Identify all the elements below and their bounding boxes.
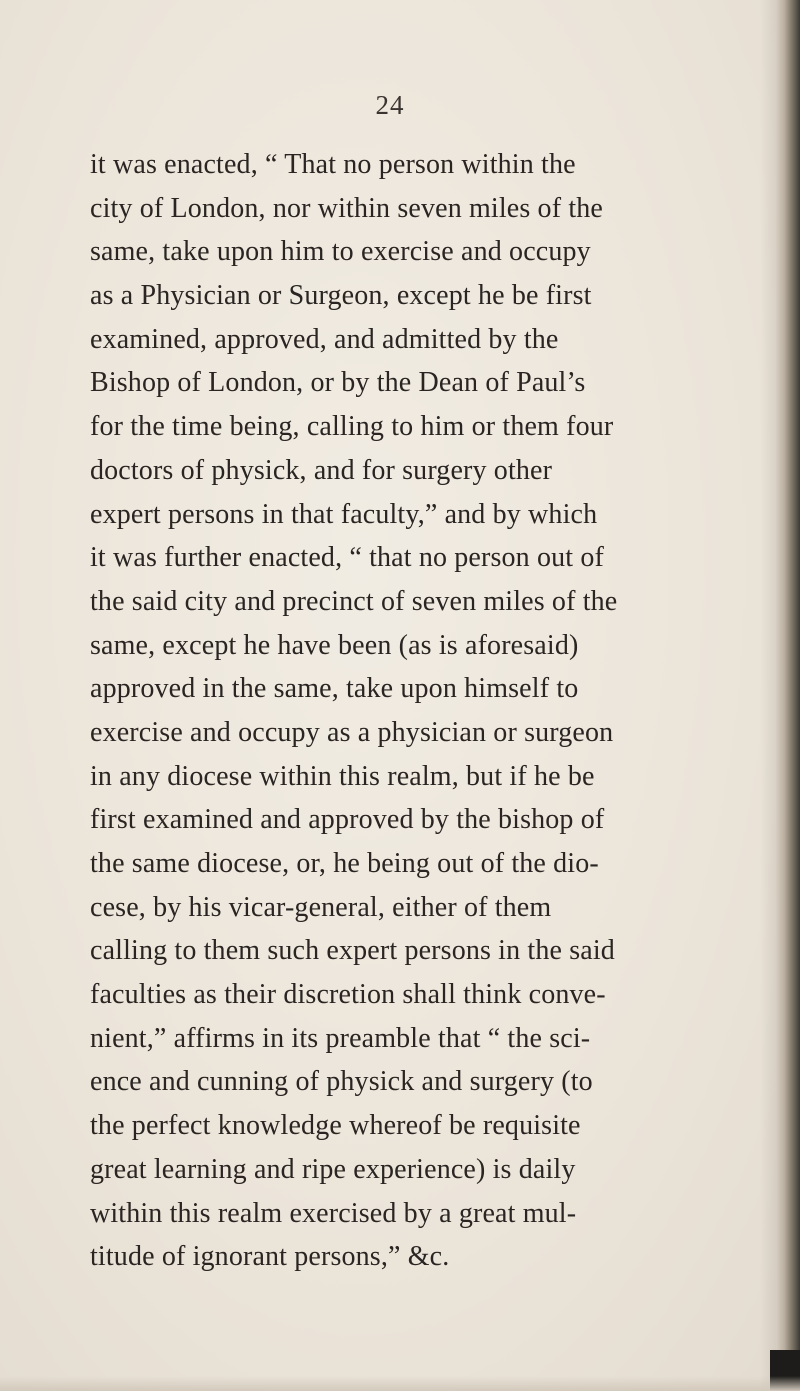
text-line: the said city and precinct of seven miles of the xyxy=(90,585,618,617)
text-line: ence and cunning of physick and surgery (to xyxy=(90,1066,593,1098)
text-line: approved in the same, take upon himself to xyxy=(90,673,579,705)
text-line: expert persons in that faculty,” and by which xyxy=(90,498,598,530)
text-line: it was further enacted, “ that no person out of xyxy=(90,542,604,574)
text-line: city of London, nor within seven miles of the xyxy=(90,192,603,224)
text-line: as a Physician or Surgeon, except he be first xyxy=(90,280,592,312)
text-line: first examined and approved by the bishop of xyxy=(90,804,605,836)
text-line: the perfect knowledge whereof be requisite xyxy=(90,1110,581,1142)
body-text xyxy=(90,143,800,1279)
text-line: Bishop of London, or by the Dean of Paul’s xyxy=(90,367,586,399)
text-line: same, except he have been (as is aforesaid) xyxy=(90,629,579,661)
text-line: calling to them such expert persons in the said xyxy=(90,935,615,967)
text-line: the same diocese, or, he being out of the dio- xyxy=(90,848,599,879)
text-line: examined, approved, and admitted by the xyxy=(90,323,559,355)
text-line: great learning and ripe experience) is daily xyxy=(90,1153,576,1185)
text-line: exercise and occupy as a physician or surgeon xyxy=(90,716,614,748)
text-line: for the time being, calling to him or them four xyxy=(90,411,614,443)
text-line: doctors of physick, and for surgery other xyxy=(90,454,553,486)
page-number: 24 xyxy=(375,90,405,120)
text-line: cese, by his vicar-general, either of them xyxy=(90,891,552,923)
text-line: it was enacted, “ That no person within the xyxy=(90,149,576,180)
page-bottom-edge xyxy=(0,1376,800,1391)
text-line: titude of ignorant persons,” &c. xyxy=(90,1241,450,1273)
text-line: in any diocese within this realm, but if he be xyxy=(90,760,595,792)
text-line: nient,” affirms in its preamble that “ the sci- xyxy=(90,1022,591,1054)
text-line: within this realm exercised by a great mul- xyxy=(90,1197,577,1229)
text-line: same, take upon him to exercise and occupy xyxy=(90,236,591,268)
text-line: faculties as their discretion shall think conve- xyxy=(90,979,606,1011)
